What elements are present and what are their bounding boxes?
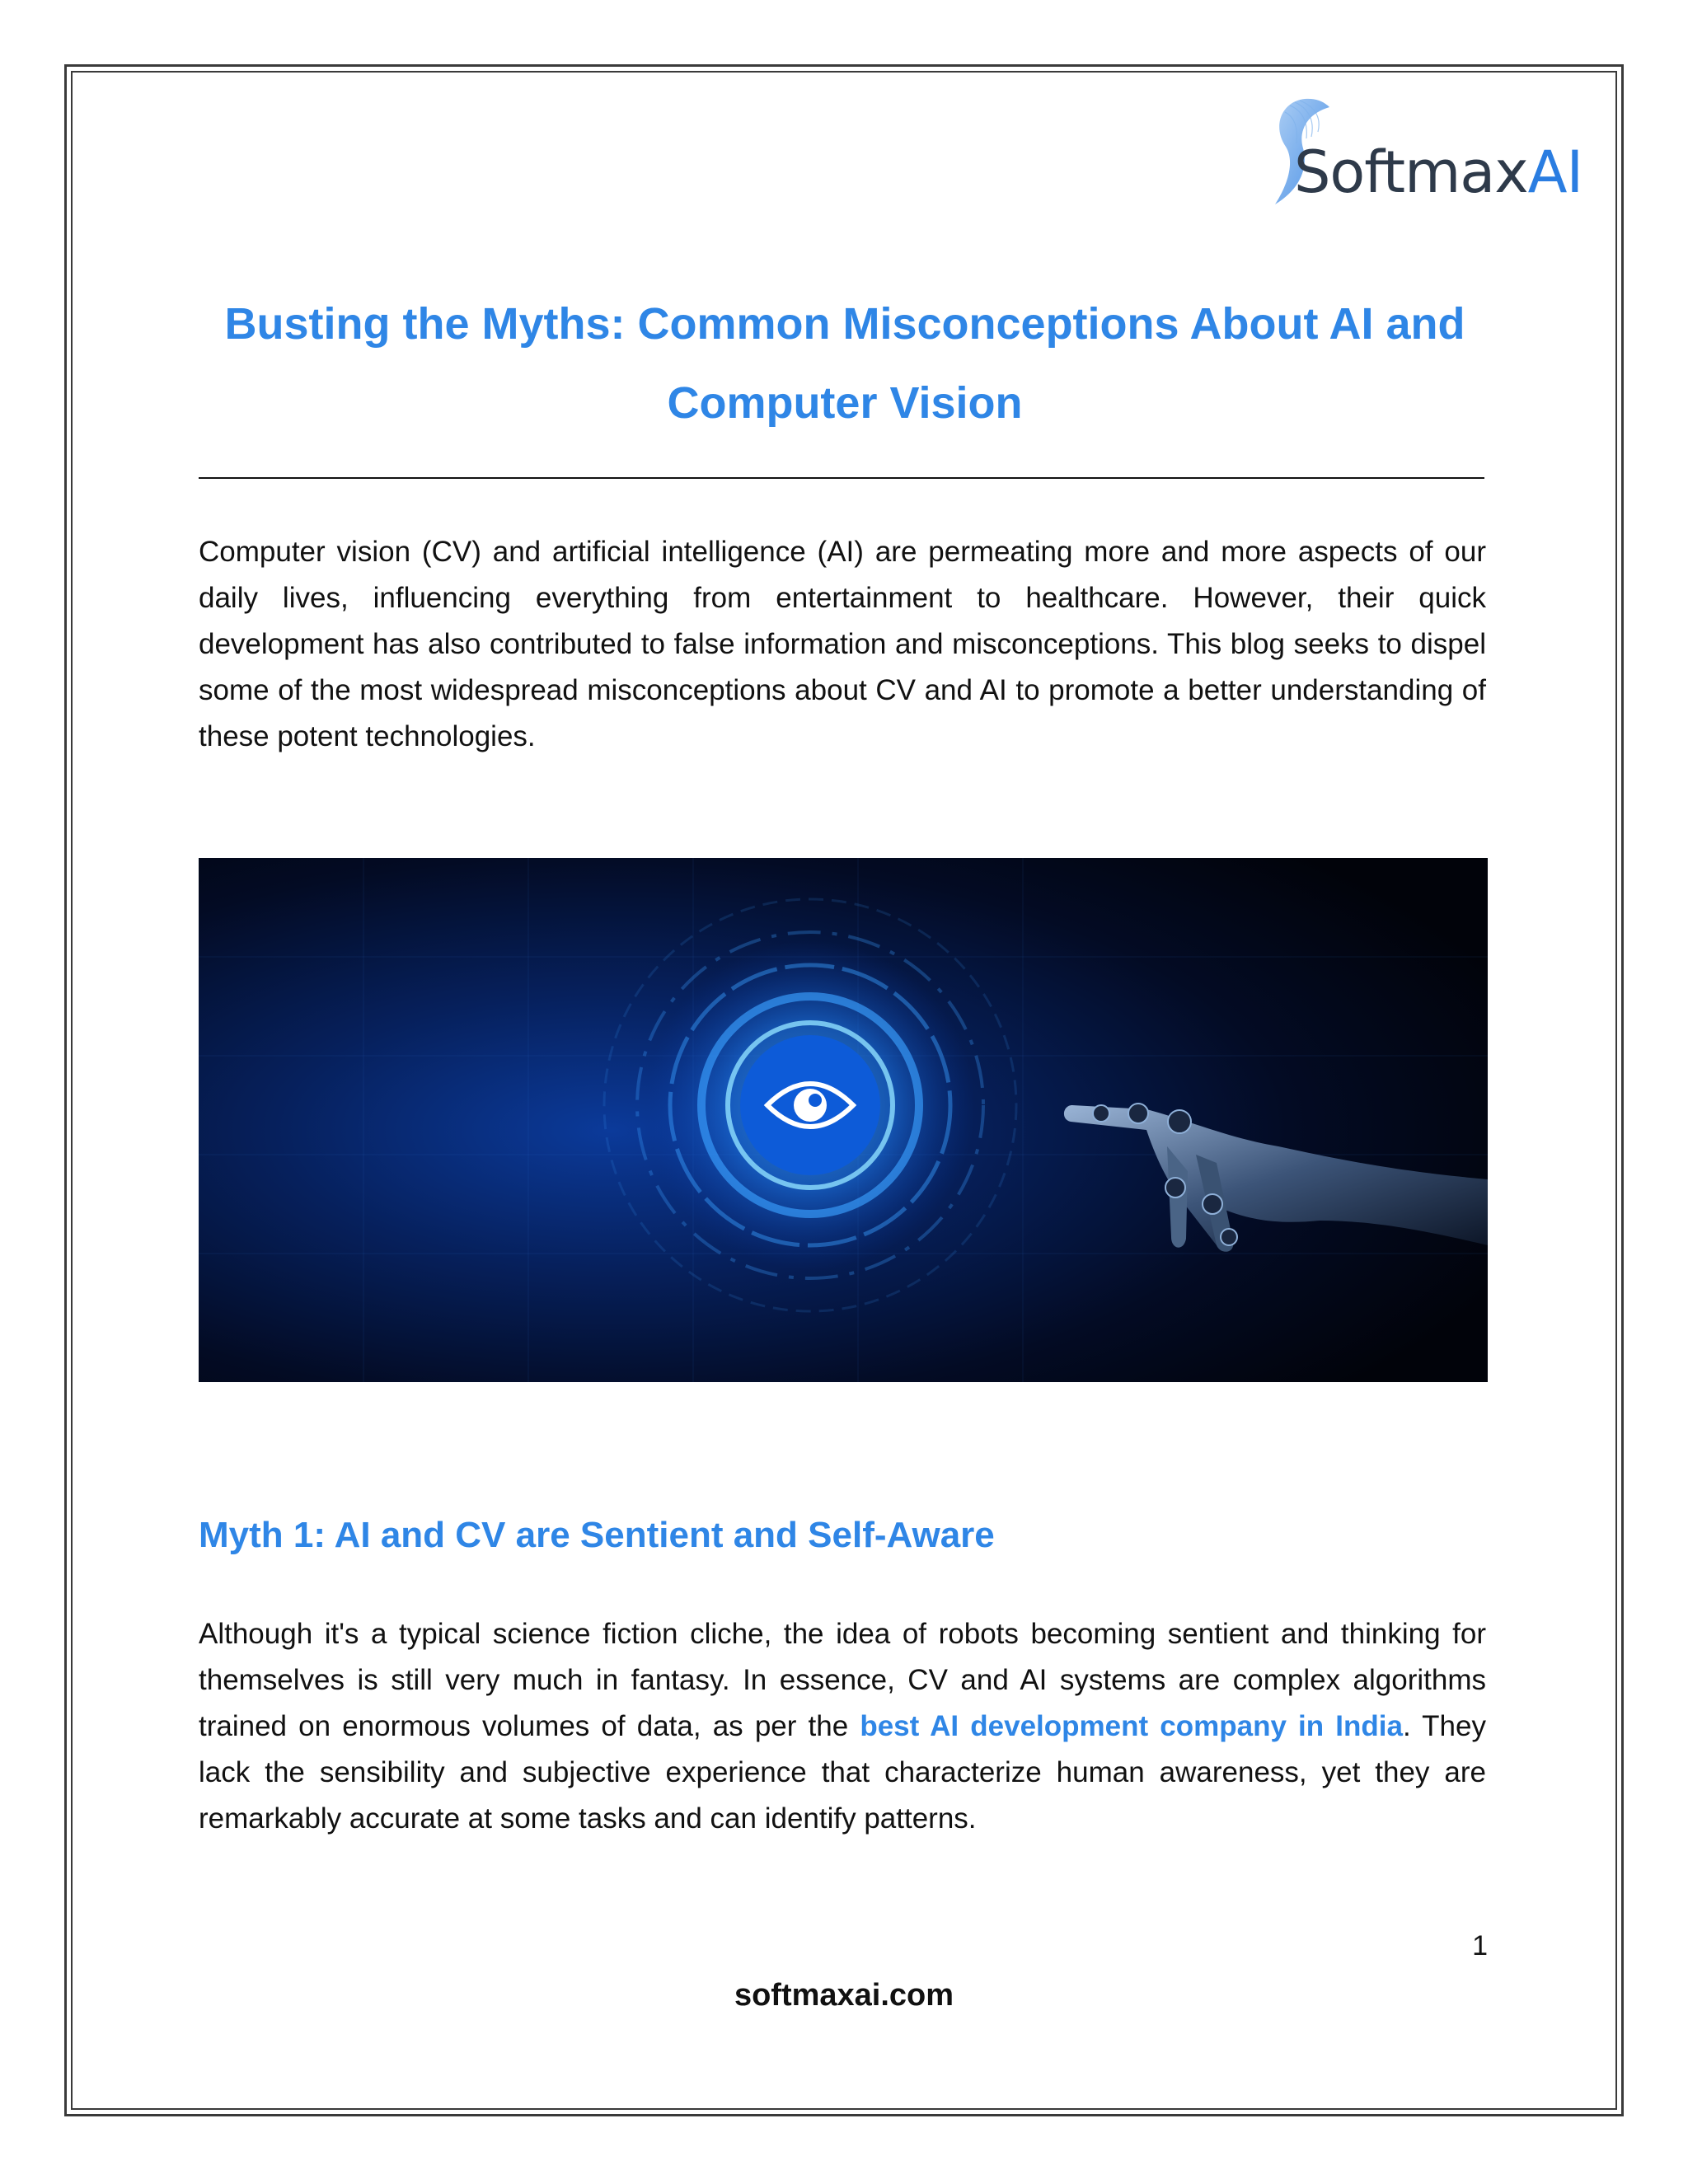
myth-1-text-before-link: Although it's a typical science fiction cliche, the idea of robots becoming sentient and thinking for themselves is still very much in fantasy. In essence, CV and AI systems are complex algorithms trained on enormous volumes of data, as per the (199, 1618, 1486, 1742)
intro-paragraph: Computer vision (CV) and artificial intelligence (AI) are permeating more and more aspects of our daily lives, influencing everything from entertainment to healthcare. However, their quick development has also contributed to false information and misconceptions. This blog seeks to dispel some of the most widespread misconceptions about CV and AI to promote a better understanding of these potent technologies. (199, 536, 1486, 752)
page-number: 1 (1472, 1930, 1488, 1961)
section-heading-myth-1: Myth 1: AI and CV are Sentient and Self-Aware (199, 1515, 995, 1555)
logo-wordmark (1294, 138, 1582, 206)
footer-website: softmaxai.com (734, 1978, 954, 2013)
logo-text-dark: Softmax (1294, 138, 1528, 206)
myth-1-paragraph (199, 1611, 1486, 1842)
article-title: Busting the Myths: Common Misconceptions About AI and Computer Vision (224, 299, 1465, 428)
title-divider (199, 477, 1484, 479)
myth-1-text-after-link: . They lack the sensibility and subjective experience that characterize human awareness, yet they are remarkably accurate at some tasks and can identify patterns. (199, 1710, 1486, 1835)
logo-text-accent: AI (1527, 138, 1583, 206)
ai-development-company-link[interactable]: best AI development company in India (860, 1710, 1403, 1742)
hero-image (199, 858, 1488, 1382)
